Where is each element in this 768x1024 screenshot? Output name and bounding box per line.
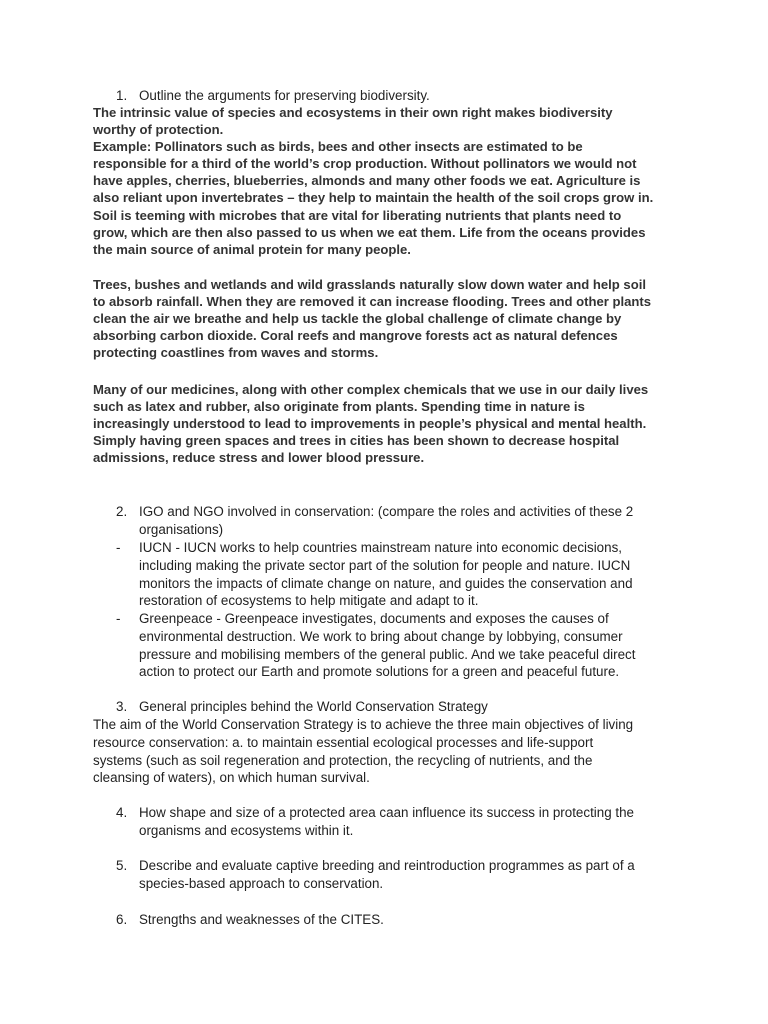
question-number: 3. — [116, 699, 128, 714]
question-number: 5. — [116, 858, 128, 873]
question-text: How shape and size of a protected area caan influence its success in protecting the — [139, 805, 635, 820]
question-text: IGO and NGO involved in conservation: (compare the roles and activities of these 2 — [139, 504, 634, 519]
question-text: Outline the arguments for preserving biodiversity. — [139, 88, 430, 103]
question-text: General principles behind the World Conservation Strategy — [139, 699, 488, 714]
question-text: species-based approach to conservation. — [139, 875, 384, 891]
question-text: Strengths and weaknesses of the CITES. — [139, 912, 384, 927]
answer-1-paragraph-2: Trees, bushes and wetlands and wild grasslands naturally slow down water and help soil to absorb rainfall. When they are removed it can increase flooding. Trees and other plants clean the air we breathe and help us tackle the global challenge of climate change by absorbing carbon dioxide. Coral reefs and mangrove forests act as natural defences protecting coastlines from waves and storms. — [93, 277, 652, 361]
answer-3-paragraph: The aim of the World Conservation Strategy is to achieve the three main objectives of living resource conservation: a. to maintain essential ecological processes and life-support systems (such as soil regeneration and protection, the recycling of nutrients, and the cleansing of waters), on which human survival. — [93, 717, 634, 786]
answer-1-paragraph-3: Many of our medicines, along with other complex chemicals that we use in our daily lives such as latex and rubber, also originate from plants. Spending time in nature is increasingly understood to lead to improvements in people’s physical and mental health. Simply having green spaces and trees in cities has been shown to decrease hospital admissions, reduce stress and lower blood pressure. — [93, 382, 649, 466]
question-text: Describe and evaluate captive breeding and reintroduction programmes as part of a — [139, 858, 635, 873]
question-number: 6. — [116, 912, 128, 927]
question-text: organisms and ecosystems within it. — [139, 822, 354, 838]
document-page: 1. Outline the arguments for preserving biodiversity. The intrinsic value of species and ecosystems in their own right makes biodiversity worthy of protection. Example: Pollinators such as birds, bees and other insects are estimated to be responsible for a third of the world’s crop production. Without pollinators we would not have apples, cherries, blueberries, almonds and many other foods we eat. Agriculture is also reliant upon invertebrates – they help to maintain the health of the soil crops grow in. Soil is teeming with microbes that are vital for liberating nutrients that plants need to grow, which are then also passed to us when we eat them. Life from the oceans provides the main source of animal protein for many people. Trees, bushes and wetlands and wild grasslands naturally slow down water and help soil to absorb rainfall. When they are removed it can increase flooding. Trees and other plants clean the air we breathe and help us tackle the global challenge of climate change by absorbing carbon dioxide. Coral reefs and mangrove forests act as natural defences protecting coastlines from waves and storms. Many of our medicines, along with other complex chemicals that we use in our daily lives such as latex and rubber, also originate from plants. Spending time in nature is increasingly understood to lead to improvements in people’s physical and mental health. Simply having green spaces and trees in cities has been shown to decrease hospital admissions, reduce stress and lower blood pressure. 2. IGO and NGO involved in conservation: (compare the roles and activities of these 2 organisations) - IUCN - IUCN works to help countries mainstream nature into economic decisions, including making the private sector part of the solution for people and nature. IUCN monitors the impacts of climate change on nature, and guides the conservation and restoration of ecosystems to help mitigate and adapt to it. - Greenpeace - Greenpeace investigates, documents and exposes the causes of environmental destruction. We work to bring about change by lobbying, consumer pressure and mobilising members of the general public. And we take peaceful direct action to protect our Earth and promote solutions for a green and peaceful future. 3. General principles behind the World Conservation Strategy The aim of the World Conservation Strategy is to achieve the three main objectives of living resource conservation: a. to maintain essential ecological processes and life-support systems (such as soil regeneration and protection, the recycling of nutrients, and the cleansing of waters), on which human survival. 4. How shape and size of a protected area caan influence its success in protecting the organisms and ecosystems within it. 5. Describe and evaluate captive breeding and reintroduction programmes as part of a species-based approach to conservation. 6. Strengths and weaknesses of the CITES. — [0, 0, 768, 1024]
question-number: 2. — [116, 504, 128, 519]
question-text: organisations) — [139, 521, 224, 537]
question-number: 1. — [116, 88, 128, 103]
question-number: 4. — [116, 805, 128, 820]
answer-1-paragraph-1: The intrinsic value of species and ecosystems in their own right makes biodiversity worthy of protection. Example: Pollinators such as birds, bees and other insects are estimated to be responsible for a third of the world’s crop production. Without pollinators we would not have apples, cherries, blueberries, almonds and many other foods we eat. Agriculture is also reliant upon invertebrates – they help to maintain the health of the soil crops grow in. Soil is teeming with microbes that are vital for liberating nutrients that plants need to grow, which are then also passed to us when we eat them. Life from the oceans provides the main source of animal protein for many people. — [93, 105, 654, 257]
bullet-dash: - — [116, 540, 121, 555]
bullet-dash: - — [116, 611, 121, 626]
